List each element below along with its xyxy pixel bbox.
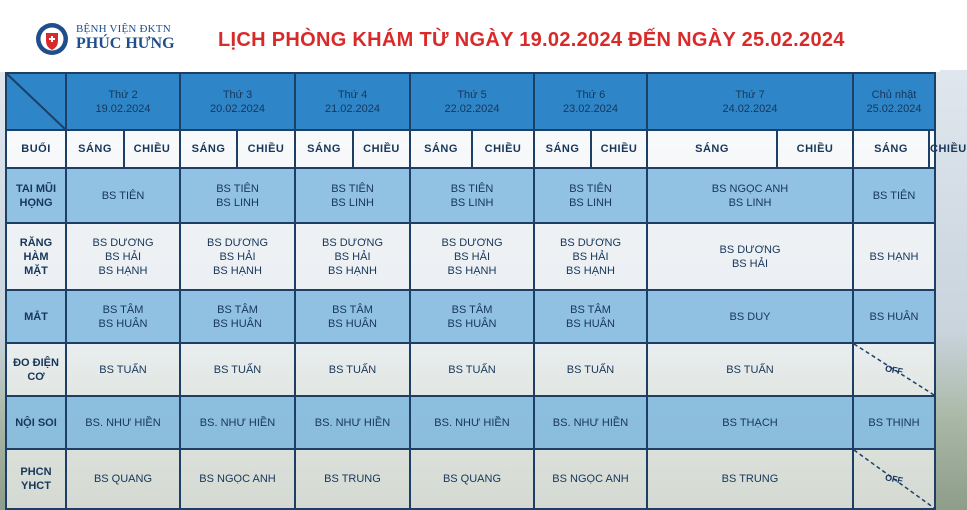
doctor-cell	[180, 223, 295, 290]
doctor-cell	[66, 290, 180, 343]
day-date: 21.02.2024	[324, 102, 381, 115]
doctor-cell	[410, 449, 534, 509]
session-morning: SÁNG	[180, 130, 237, 168]
doctor-cell	[853, 290, 935, 343]
doctor-name: BS. NHƯ HIỀN	[314, 416, 391, 429]
doctor-name: BS NGỌC ANH	[199, 473, 276, 485]
clinic-row	[6, 223, 935, 290]
doctor-cell	[295, 396, 410, 449]
doctor-name: BS DƯƠNG	[441, 236, 503, 249]
doctor-cell	[66, 343, 180, 396]
doctor-cell	[66, 168, 180, 223]
doctor-name: BS HẠNH	[566, 264, 615, 277]
clinic-label-line: YHCT	[21, 480, 51, 492]
day-header-1	[66, 73, 180, 130]
doctor-name: BS HẠNH	[213, 264, 262, 277]
day-name: Thứ 6	[575, 88, 606, 101]
doctor-name: BS TUẤN	[566, 363, 615, 376]
session-morning: SÁNG	[66, 130, 124, 168]
doctor-name: BS TÂM	[102, 303, 144, 316]
day-header-6	[647, 73, 853, 130]
clinic-label-line: HÀM	[23, 250, 49, 263]
doctor-cell	[180, 396, 295, 449]
doctor-cell	[295, 168, 410, 223]
doctor-name: BS DƯƠNG	[719, 243, 781, 256]
hospital-logo-icon	[33, 21, 71, 57]
doctor-name: BS DƯƠNG	[560, 236, 621, 249]
doctor-name: BS. NHƯ HIỀN	[552, 416, 629, 429]
doctor-name: BS TIÊN	[101, 189, 145, 202]
doctor-cell	[66, 223, 180, 290]
clinic-label	[6, 223, 66, 290]
doctor-cell	[534, 223, 647, 290]
day-name: Chủ nhật	[871, 88, 917, 101]
doctor-name: BS TIÊN	[569, 182, 612, 195]
doctor-name: BS NGỌC ANH	[552, 473, 629, 485]
doctor-name: BS HUÂN	[447, 317, 497, 330]
doctor-name: BS QUANG	[93, 473, 153, 485]
doctor-name: BS TUẤN	[328, 363, 377, 376]
doctor-name: BS HUÂN	[566, 317, 615, 330]
clinic-label	[6, 343, 66, 396]
doctor-name: BS. NHƯ HIỀN	[85, 416, 161, 429]
session-afternoon: CHIỀU	[591, 130, 647, 168]
doctor-name: BS HẠNH	[869, 250, 919, 263]
doctor-name: BS TUẤN	[213, 363, 262, 376]
doctor-cell	[295, 343, 410, 396]
doctor-name: BS TIÊN	[872, 189, 916, 202]
doctor-name: BS DUY	[729, 310, 771, 323]
corner-cell	[6, 73, 66, 130]
doctor-cell	[647, 290, 853, 343]
session-afternoon: CHIỀU	[472, 130, 534, 168]
doctor-name: BS LINH	[569, 196, 612, 209]
day-date: 25.02.2024	[866, 102, 922, 115]
session-row	[6, 130, 935, 168]
doctor-name: BS TIÊN	[450, 182, 494, 195]
session-afternoon: CHIỀU	[353, 130, 410, 168]
doctor-name: BS DƯƠNG	[207, 236, 268, 249]
off-label: OFF	[884, 362, 904, 377]
day-date: 23.02.2024	[562, 102, 619, 115]
doctor-cell	[647, 396, 853, 449]
doctor-name: BS HUÂN	[328, 317, 377, 330]
doctor-name: BS DƯƠNG	[92, 236, 154, 249]
doctor-name: BS. NHƯ HIỀN	[434, 416, 510, 429]
doctor-cell	[295, 223, 410, 290]
doctor-cell	[534, 168, 647, 223]
session-morning: SÁNG	[647, 130, 777, 168]
doctor-cell	[647, 223, 853, 290]
session-morning: SÁNG	[295, 130, 353, 168]
doctor-cell	[295, 449, 410, 509]
doctor-cell	[647, 449, 853, 509]
clinic-label-line: TAI MŨI	[15, 182, 57, 195]
day-date: 19.02.2024	[95, 102, 151, 115]
doctor-name: BS HẢI	[453, 250, 491, 263]
day-header-5	[534, 73, 647, 130]
clinic-label-line: HỌNG	[19, 196, 53, 209]
doctor-cell	[66, 449, 180, 509]
clinic-label	[6, 396, 66, 449]
doctor-cell	[180, 168, 295, 223]
doctor-name: BS TIÊN	[216, 182, 259, 195]
doctor-cell	[295, 290, 410, 343]
doctor-name: BS HẢI	[219, 250, 256, 263]
hospital-name-line2: PHÚC HƯNG	[76, 35, 175, 52]
doctor-name: BS DƯƠNG	[322, 236, 383, 249]
doctor-name: BS TÂM	[332, 303, 373, 316]
clinic-row	[6, 396, 935, 449]
clinic-row	[6, 290, 935, 343]
doctor-cell	[410, 343, 534, 396]
schedule-body	[6, 73, 967, 509]
day-date: 24.02.2024	[722, 102, 778, 115]
clinic-label	[6, 290, 66, 343]
doctor-name: BS TUẤN	[448, 363, 496, 376]
session-afternoon: CHIỀU	[777, 130, 853, 168]
clinic-label-line: MẶT	[24, 264, 48, 277]
doctor-name: BS. NHƯ HIỀN	[199, 416, 276, 429]
doctor-cell	[534, 290, 647, 343]
doctor-name: BS HẠNH	[447, 264, 497, 277]
header	[0, 0, 940, 72]
doctor-cell	[534, 449, 647, 509]
doctor-name: BS LINH	[331, 196, 374, 209]
clinic-label	[6, 168, 66, 223]
doctor-name: BS HUÂN	[213, 317, 262, 330]
page-title: LỊCH PHÒNG KHÁM TỪ NGÀY 19.02.2024 ĐẾN NGÀY 25.02.2024	[218, 29, 845, 51]
doctor-name: BS HẠNH	[98, 264, 148, 277]
day-header-4	[410, 73, 534, 130]
doctor-name: BS THỊNH	[868, 416, 920, 429]
corner-diagonal	[7, 74, 65, 129]
doctor-name: BS LINH	[450, 196, 494, 209]
doctor-name: BS QUANG	[442, 473, 502, 485]
clinic-row	[6, 449, 935, 509]
day-name: Thứ 5	[457, 88, 487, 101]
schedule-table	[5, 72, 967, 510]
day-header-3	[295, 73, 410, 130]
doctor-cell	[410, 396, 534, 449]
doctor-name: BS LINH	[216, 196, 259, 209]
doctor-name: BS NGỌC ANH	[711, 182, 789, 195]
doctor-name: BS TÂM	[570, 303, 611, 316]
doctor-name: BS TIÊN	[331, 182, 374, 195]
doctor-cell	[410, 290, 534, 343]
doctor-name: BS TUẤN	[726, 363, 774, 376]
doctor-name: BS TRUNG	[721, 473, 779, 485]
day-name: Thứ 4	[337, 88, 368, 101]
doctor-name: BS HẢI	[731, 257, 769, 270]
day-name: Thứ 7	[735, 88, 765, 101]
off-cell	[853, 449, 935, 509]
doctor-cell	[180, 449, 295, 509]
day-date: 22.02.2024	[444, 102, 500, 115]
doctor-name: BS TUẤN	[99, 363, 147, 376]
doctor-cell	[410, 168, 534, 223]
session-afternoon: CHIỀU	[929, 130, 935, 168]
clinic-label-line: ĐO ĐIỆN	[13, 356, 59, 369]
session-morning: SÁNG	[410, 130, 472, 168]
day-header-7	[853, 73, 935, 130]
clinic-label-line: MẮT	[24, 310, 48, 323]
doctor-cell	[853, 168, 935, 223]
doctor-cell	[410, 223, 534, 290]
doctor-cell	[647, 168, 853, 223]
doctor-cell	[534, 396, 647, 449]
session-label: BUỔI	[6, 130, 66, 168]
doctor-cell	[647, 343, 853, 396]
day-name: Thứ 3	[222, 88, 253, 101]
doctor-name: BS TÂM	[451, 303, 493, 316]
clinic-row	[6, 168, 935, 223]
doctor-name: BS HUÂN	[869, 310, 919, 323]
doctor-name: BS TRUNG	[324, 473, 381, 485]
doctor-cell	[853, 223, 935, 290]
doctor-name: BS HẢI	[334, 250, 371, 263]
off-cell	[853, 343, 935, 396]
day-date: 20.02.2024	[209, 102, 266, 115]
doctor-cell	[853, 396, 935, 449]
clinic-label-line: PHCN	[20, 466, 52, 478]
doctor-cell	[180, 343, 295, 396]
clinic-label	[6, 449, 66, 509]
clinic-row	[6, 343, 935, 396]
session-afternoon: CHIỀU	[124, 130, 180, 168]
day-name: Thứ 2	[108, 88, 138, 101]
doctor-name: BS HẢI	[572, 250, 609, 263]
doctor-cell	[180, 290, 295, 343]
day-header-row	[6, 73, 935, 130]
clinic-label-line: NỘI SOI	[15, 416, 57, 429]
doctor-name: BS HẢI	[104, 250, 142, 263]
clinic-label-line: RĂNG	[19, 236, 53, 249]
doctor-name: BS TÂM	[217, 303, 258, 316]
day-header-2	[180, 73, 295, 130]
doctor-cell	[66, 396, 180, 449]
doctor-cell	[534, 343, 647, 396]
session-afternoon: CHIỀU	[237, 130, 295, 168]
clinic-label-line: CƠ	[27, 370, 45, 383]
hospital-name-line1: BỆNH VIỆN ĐKTN	[76, 23, 171, 35]
doctor-name: BS HUÂN	[98, 317, 148, 330]
doctor-name: BS HẠNH	[328, 264, 377, 277]
doctor-name: BS THẠCH	[722, 416, 778, 429]
session-morning: SÁNG	[853, 130, 929, 168]
session-morning: SÁNG	[534, 130, 591, 168]
off-label: OFF	[884, 472, 904, 486]
doctor-name: BS LINH	[728, 196, 772, 209]
